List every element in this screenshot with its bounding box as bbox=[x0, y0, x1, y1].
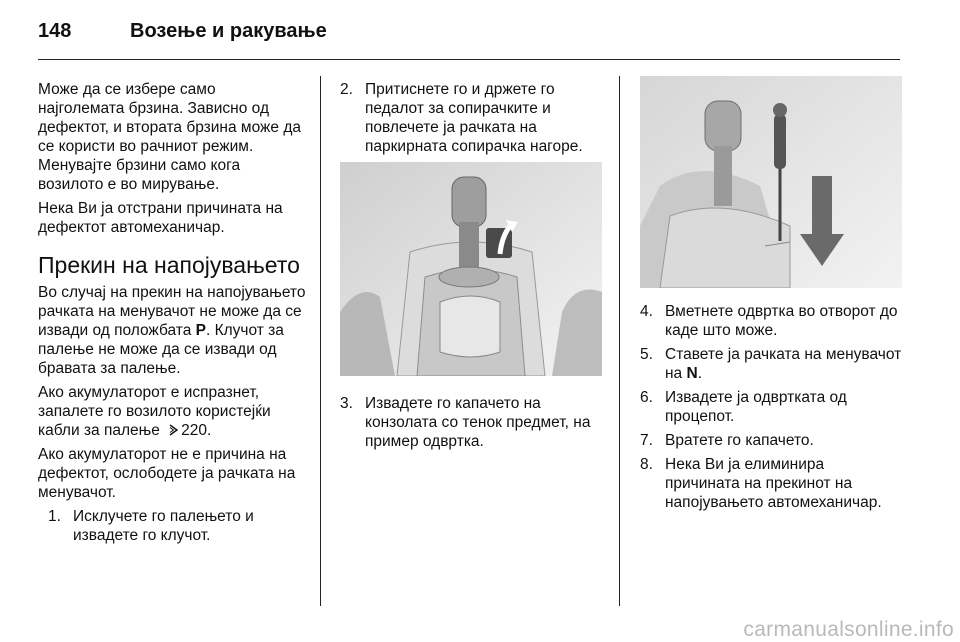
column-right bbox=[640, 76, 902, 517]
list-item bbox=[48, 507, 306, 545]
gear-console-illustration bbox=[340, 162, 602, 376]
column-divider bbox=[619, 76, 620, 606]
column-middle bbox=[340, 80, 602, 456]
page-reference-icon bbox=[168, 424, 179, 436]
step-text: Вметнете одвртка во отворот до каде што може. bbox=[665, 303, 898, 339]
list-item bbox=[640, 302, 902, 340]
header-rule bbox=[38, 59, 900, 60]
gear-position-n: N bbox=[686, 365, 698, 382]
list-item bbox=[640, 431, 902, 450]
paragraph: Во случај на прекин на напојувањето рачката на менувачот не може да се извади од положбата P. Клучот за палење не може да се извади од бравата за палење. bbox=[38, 284, 306, 377]
subheading: Прекин на напојувањето bbox=[38, 252, 300, 278]
step-text: Исклучете го палењето и извадете го клучот. bbox=[73, 508, 254, 544]
list-item bbox=[340, 394, 602, 451]
step-number: 3. bbox=[340, 395, 353, 412]
watermark: carmanualsonline.info bbox=[743, 618, 954, 641]
list-item bbox=[640, 345, 902, 383]
paragraph: Ако акумулаторот не е причина на дефектот, ослободете ја рачката на менувачот. bbox=[38, 446, 296, 501]
step-text: Ставете ја рачката на менувачот на N. bbox=[665, 346, 902, 382]
step-text: Притиснете го и држете го педалот за сопирачките и повлечете ја рачката на паркирната сопирачка нагоре. bbox=[365, 81, 583, 155]
step-number: 8. bbox=[640, 456, 653, 473]
step-text: Извадете го капачето на конзолата со тенок предмет, на пример одвртка. bbox=[365, 395, 591, 450]
section-title: Возење и ракување bbox=[130, 20, 327, 42]
page-number: 148 bbox=[38, 20, 72, 42]
page-header bbox=[38, 14, 900, 60]
paragraph: Може да се избере само најголемата брзина. Зависно од дефектот, и втората брзина може да се користи во рачниот режим. Менувајте брзини само кога возилото е во мирување. bbox=[38, 81, 301, 193]
paragraph: Ако акумулаторот е испразнет, запалете го возилото користејќи кабли за палење 220. bbox=[38, 384, 271, 439]
page-reference[interactable]: 220 bbox=[181, 422, 208, 439]
step-number: 2. bbox=[340, 81, 353, 98]
gear-lever-cover-illustration bbox=[340, 162, 602, 376]
list-item bbox=[340, 80, 602, 156]
step-text: Вратете го капачето. bbox=[665, 432, 814, 449]
list-item bbox=[640, 455, 902, 512]
list-item bbox=[640, 388, 902, 426]
step-number: 5. bbox=[640, 346, 653, 363]
screwdriver-illustration bbox=[640, 76, 902, 288]
step-text: Нека Ви ја елиминира причината на прекинот на напојувањето автомеханичар. bbox=[665, 456, 882, 511]
paragraph: Нека Ви ја отстрани причината на дефектот автомеханичар. bbox=[38, 200, 283, 236]
step-text: Извадете ја одвртката од процепот. bbox=[665, 389, 847, 425]
column-divider bbox=[320, 76, 321, 606]
step-number: 4. bbox=[640, 303, 653, 320]
step-number: 1. bbox=[48, 508, 61, 525]
column-left bbox=[38, 80, 306, 550]
screwdriver-insert-illustration bbox=[640, 76, 902, 288]
step-number: 6. bbox=[640, 389, 653, 406]
step-number: 7. bbox=[640, 432, 653, 449]
gear-position-p: P bbox=[195, 322, 206, 339]
